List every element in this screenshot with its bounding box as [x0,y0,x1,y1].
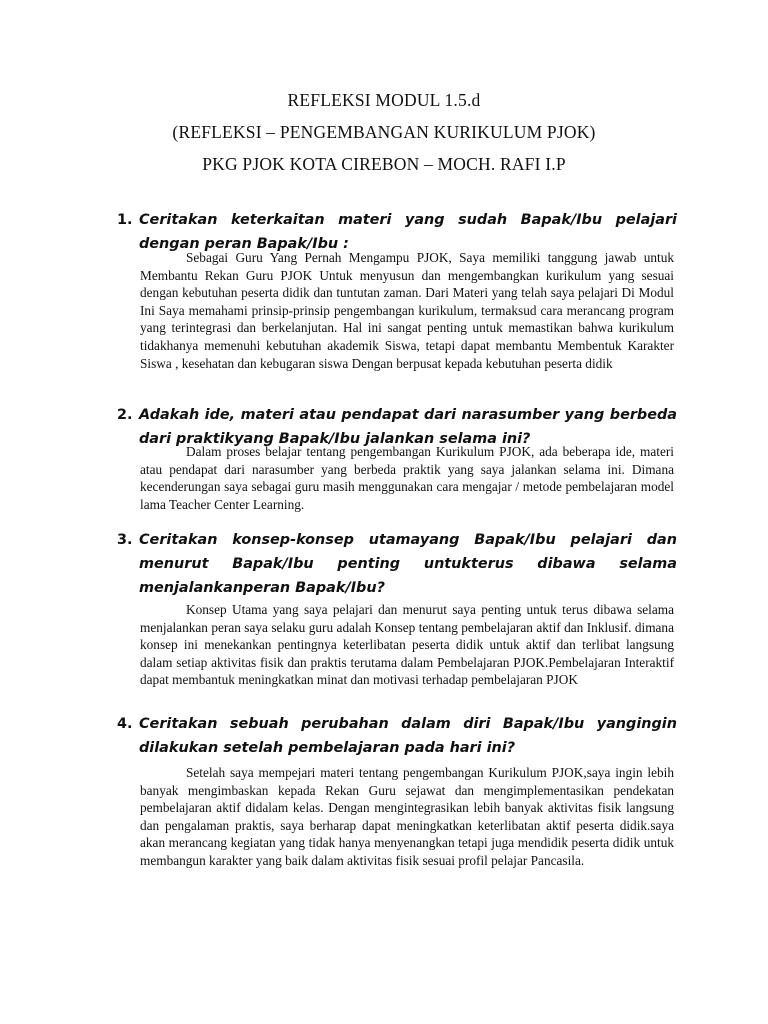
question-number: 4. [117,716,133,732]
question-number: 2. [117,407,133,423]
answer-2: Dalam proses belajar tentang pengembangan Kurikulum PJOK, ada beberapa ide, materi atau pendapat dari narasumber yang berbeda praktik yang saya jalankan selama ini. Dimana kecenderungan saya sebagai guru masih menggunakan cara mengajar / metode pembelajaran model lama Teacher Center Learning. [140,444,674,512]
question-text: Adakah ide, materi atau pendapat dari narasumber yang berbeda dari praktikyang Bapak/Ibu jalankan selama ini? [139,407,677,447]
answer-4: Setelah saya mempejari materi tentang pengembangan Kurikulum PJOK,saya ingin lebih banyak mengimbaskan kepada Rekan Guru sejawat dan mengimplementasikan pendekatan pembelajaran aktif didalam kelas. Dengan mengintegrasikan lebih banyak aktivitas fisik langsung dan pengalaman praktis, saya berharap dapat meningkatkan keterlibatan aktif peserta didik.saya akan merancang kegiatan yang tidak hanya menyenangkan tetapi juga mendidik peserta didik untuk membangun karakter yang baik dalam aktivitas fisik sesuai profil pelajar Pancasila. [140,765,674,868]
question-3 [117,528,677,600]
title-line-2: (REFLEKSI – PENGEMBANGAN KURIKULUM PJOK) [172,122,596,142]
answer-3: Konsep Utama yang saya pelajari dan menurut saya penting untuk terus dibawa selama menjalankan peran saya selaku guru adalah Konsep tentang pembelajaran aktif dan Inklusif. dimana konsep ini menekankan pentingnya keterlibatan peserta didik untuk aktif dan terlibat langsung dalam setiap aktivitas fisik dan praktis terutama dalam Pembelajaran PJOK.Pembelajaran Interaktif dapat membantuk meningkatkan minat dan motivasi terhadap pembelajaran PJOK [140,602,674,688]
title-line-1: REFLEKSI MODUL 1.5.d [287,90,481,110]
question-text: Ceritakan sebuah perubahan dalam diri Bapak/Ibu yangingin dilakukan setelah pembelajaran pada hari ini? [139,716,677,756]
question-number: 3. [117,532,133,548]
title-line-3: PKG PJOK KOTA CIREBON – MOCH. RAFI I.P [202,154,566,174]
question-4 [117,712,677,760]
question-text: Ceritakan konsep-konsep utamayang Bapak/Ibu pelajari dan menurut Bapak/Ibu penting untukterus dibawa selama menjalankanperan Bapak/Ibu? [139,532,677,596]
answer-1: Sebagai Guru Yang Pernah Mengampu PJOK, Saya memiliki tanggung jawab untuk Membantu Rekan Guru PJOK Untuk menyusun dan mengembangkan kurikulum yang sesuai dengan kebutuhan peserta didik dan tuntutan zaman. Dari Materi yang telah saya pelajari Di Modul Ini Saya memahami prinsip-prinsip pengembangan kurikulum, termaksud cara merancang program yang terintegrasi dan berkelanjutan. Hal ini sangat penting untuk memastikan bahwa kurikulum tidakhanya memenuhi kebutuhan akademik Siswa, tetapi dapat membantu Membentuk Karakter Siswa , kesehatan dan kebugaran siswa Dengan berpusat kepada kebutuhan peserta didik [140,250,674,371]
question-text: Ceritakan keterkaitan materi yang sudah Bapak/Ibu pelajari dengan peran Bapak/Ibu : [139,212,677,252]
question-number: 1. [117,212,133,228]
document-title [0,84,768,180]
